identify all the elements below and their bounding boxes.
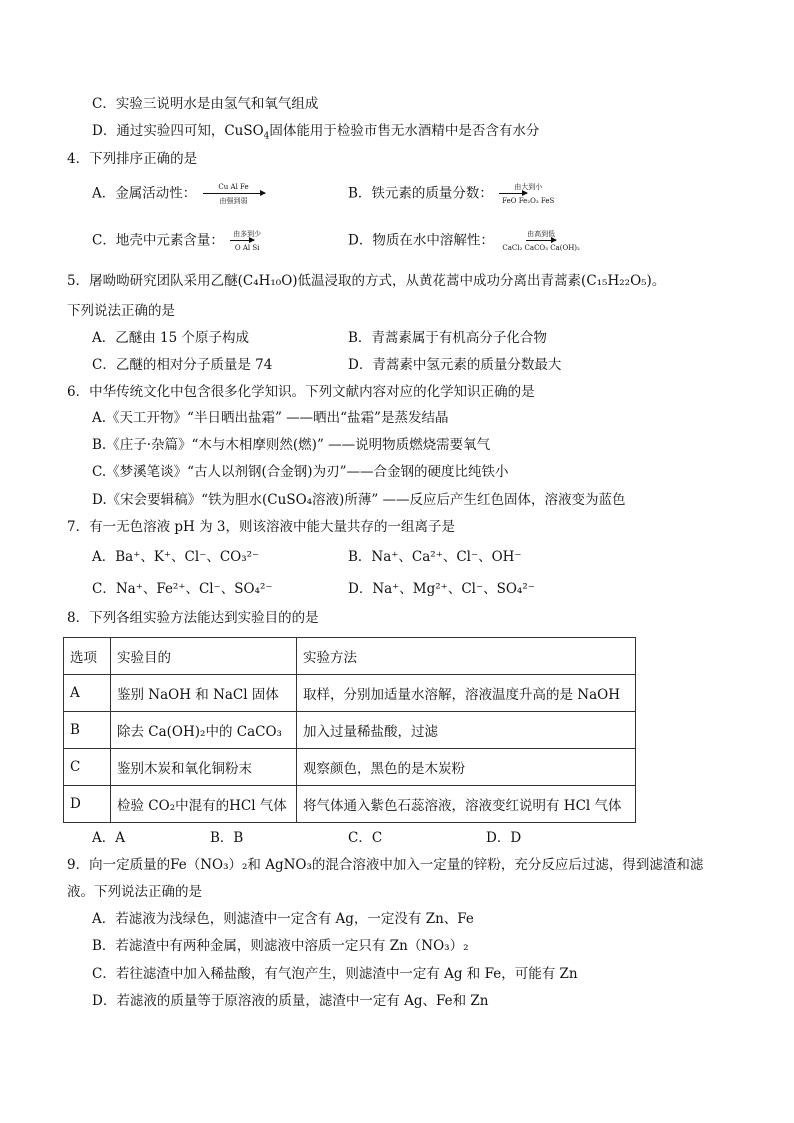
q4-option-c [92, 230, 264, 252]
q4-option-c-arrow-bottom: O Al Si [234, 244, 260, 252]
q4-stem: 4．下列排序正确的是 [67, 151, 198, 167]
q4-option-d-arrow-top: 由高到低 [527, 230, 556, 238]
q4-option-a-label: A．金属活动性： [92, 185, 197, 202]
q6-option-c: C.《梦溪笔谈》“古人以剂钢(合金钢)为刃”——合金钢的硬度比纯铁小 [92, 464, 509, 480]
table-header-cell: 实验方法 [297, 638, 636, 675]
q4-option-b [348, 183, 557, 205]
table-cell: C [64, 749, 111, 786]
table-row [64, 786, 636, 823]
q4-option-b-arrow [499, 183, 557, 205]
q5-stem-text-middle: 低温浸取的方式，从黄花蒿中成功分离出青蒿素 [297, 273, 582, 289]
q5-formula-ether: (C₄H₁₀O) [237, 273, 298, 289]
q9-option-c: C．若往滤渣中加入稀盐酸，有气泡产生，则滤渣中一定有 Ag 和 Fe，可能有 Zn [92, 966, 578, 982]
table-row [64, 749, 636, 786]
q5-stem-period: 。 [651, 273, 666, 289]
table-row [64, 712, 636, 749]
q5-option-d: D．青蒿素中氢元素的质量分数最大 [348, 357, 562, 373]
right-arrow-icon [230, 240, 254, 241]
q6-stem: 6．中华传统文化中包含很多化学知识。下列文献内容对应的化学知识正确的是 [67, 384, 535, 400]
table-cell: 检验 CO₂中混有的HCl 气体 [111, 786, 297, 823]
q8-answer-b: B．B [210, 830, 244, 846]
q4-option-c-label: C．地壳中元素含量： [92, 232, 224, 249]
q4-option-a-arrow [203, 183, 265, 205]
table-cell: D [64, 786, 111, 823]
q4-option-c-arrow [230, 230, 264, 252]
q4-option-a-arrow-bottom: 由强到弱 [219, 197, 248, 205]
table-cell: B [64, 712, 111, 749]
q6-option-b: B.《庄子·杂篇》“木与木相摩则然(燃)” ——说明物质燃烧需要氧气 [92, 437, 491, 453]
q5-option-a: A．乙醚由 15 个原子构成 [92, 330, 250, 346]
right-arrow-icon [499, 193, 527, 194]
table-cell: A [64, 675, 111, 712]
q4-option-a-arrow-top: Cu Al Fe [218, 183, 249, 191]
q4-option-d-label: D．物质在水中溶解性： [348, 232, 494, 249]
q3-option-c: C．实验三说明水是由氢气和氧气组成 [92, 96, 319, 112]
q7-stem: 7．有一无色溶液 pH 为 3，则该溶液中能大量共存的一组离子是 [67, 519, 455, 535]
q9-option-b: B．若滤渣中有两种金属，则滤液中溶质一定只有 Zn（NO₃）₂ [92, 938, 469, 954]
q9-option-d: D．若滤液的质量等于原溶液的质量，滤渣中一定有 Ag、Fe和 Zn [92, 993, 489, 1009]
q3-option-d-subscript: 4 [263, 131, 270, 142]
q5-stem-line1 [67, 272, 665, 290]
q4-option-d-arrow-bottom: CaCl₂ CaCO₃ Ca(OH)₂ [502, 244, 580, 252]
q5-formula-artemisinin: (C₁₅H₂₂O₅) [581, 273, 652, 289]
q4-option-b-arrow-top: 由大到小 [514, 183, 543, 191]
q7-option-a: A．Ba⁺、K⁺、Cl⁻、CO₃²⁻ [92, 549, 260, 565]
q7-option-c: C．Na⁺、Fe²⁺、Cl⁻、SO₄²⁻ [92, 581, 273, 597]
q6-option-d: D.《宋会要辑稿》“铁为胆水(CuSO₄溶液)所薄” ——反应后产生红色固体，溶液变为蓝色 [92, 492, 626, 508]
q4-option-c-arrow-top: 由多到少 [233, 230, 262, 238]
table-header-cell: 选项 [64, 638, 111, 675]
q8-stem: 8．下列各组实验方法能达到实验目的的是 [67, 610, 319, 626]
experiment-table [63, 637, 636, 823]
q6-option-a: A.《天工开物》“半日晒出盐霜” ——晒出“盐霜”是蒸发结晶 [92, 410, 449, 426]
right-arrow-icon [203, 193, 265, 194]
q3-option-d-text-end: 固体能用于检验市售无水酒精中是否含有水分 [269, 123, 540, 139]
q5-option-c: C．乙醚的相对分子质量是 74 [92, 357, 273, 373]
q5-stem-line2: 下列说法正确的是 [67, 303, 175, 319]
q4-option-d [348, 230, 582, 252]
table-cell: 观察颜色，黑色的是木炭粉 [297, 749, 636, 786]
q9-stem-line2: 液。下列说法正确的是 [67, 884, 202, 900]
table-cell: 将气体通入紫色石蕊溶液，溶液变红说明有 HCl 气体 [297, 786, 636, 823]
q8-answer-d: D．D [486, 830, 522, 846]
q8-answer-a: A．A [92, 830, 125, 846]
q9-stem-line1: 9．向一定质量的Fe（NO₃）₂和 AgNO₃的混合溶液中加入一定量的锌粉，充分反应后过滤，得到滤渣和滤 [67, 857, 704, 873]
table-cell: 取样，分别加适量水溶解，溶液温度升高的是 NaOH [297, 675, 636, 712]
q7-option-b: B．Na⁺、Ca²⁺、Cl⁻、OH⁻ [348, 549, 522, 565]
q7-option-d: D．Na⁺、Mg²⁺、Cl⁻、SO₄²⁻ [348, 581, 535, 597]
table-header-row [64, 638, 636, 675]
q4-option-d-arrow [500, 230, 582, 252]
table-cell: 除去 Ca(OH)₂中的 CaCO₃ [111, 712, 297, 749]
table-row [64, 675, 636, 712]
q9-option-a: A．若滤液为浅绿色，则滤渣中一定含有 Ag，一定没有 Zn、Fe [92, 911, 474, 927]
table-cell: 鉴别 NaOH 和 NaCl 固体 [111, 675, 297, 712]
q5-option-b: B．青蒿素属于有机高分子化合物 [348, 330, 547, 346]
q4-option-a [92, 183, 265, 205]
q5-stem-text: 5．屠呦呦研究团队采用乙醚 [67, 273, 238, 289]
table-header-cell: 实验目的 [111, 638, 297, 675]
table-cell: 加入过量稀盐酸，过滤 [297, 712, 636, 749]
right-arrow-icon [526, 240, 556, 241]
q8-answer-c: C．C [348, 830, 383, 846]
q4-option-b-label: B．铁元素的质量分数： [348, 185, 493, 202]
q4-option-b-arrow-bottom: FeO Fe₂O₃ FeS [502, 197, 555, 205]
q3-option-d-text: D．通过实验四可知，CuSO [92, 123, 264, 139]
table-cell: 鉴别木炭和氧化铜粉末 [111, 749, 297, 786]
q3-option-d [92, 122, 539, 140]
